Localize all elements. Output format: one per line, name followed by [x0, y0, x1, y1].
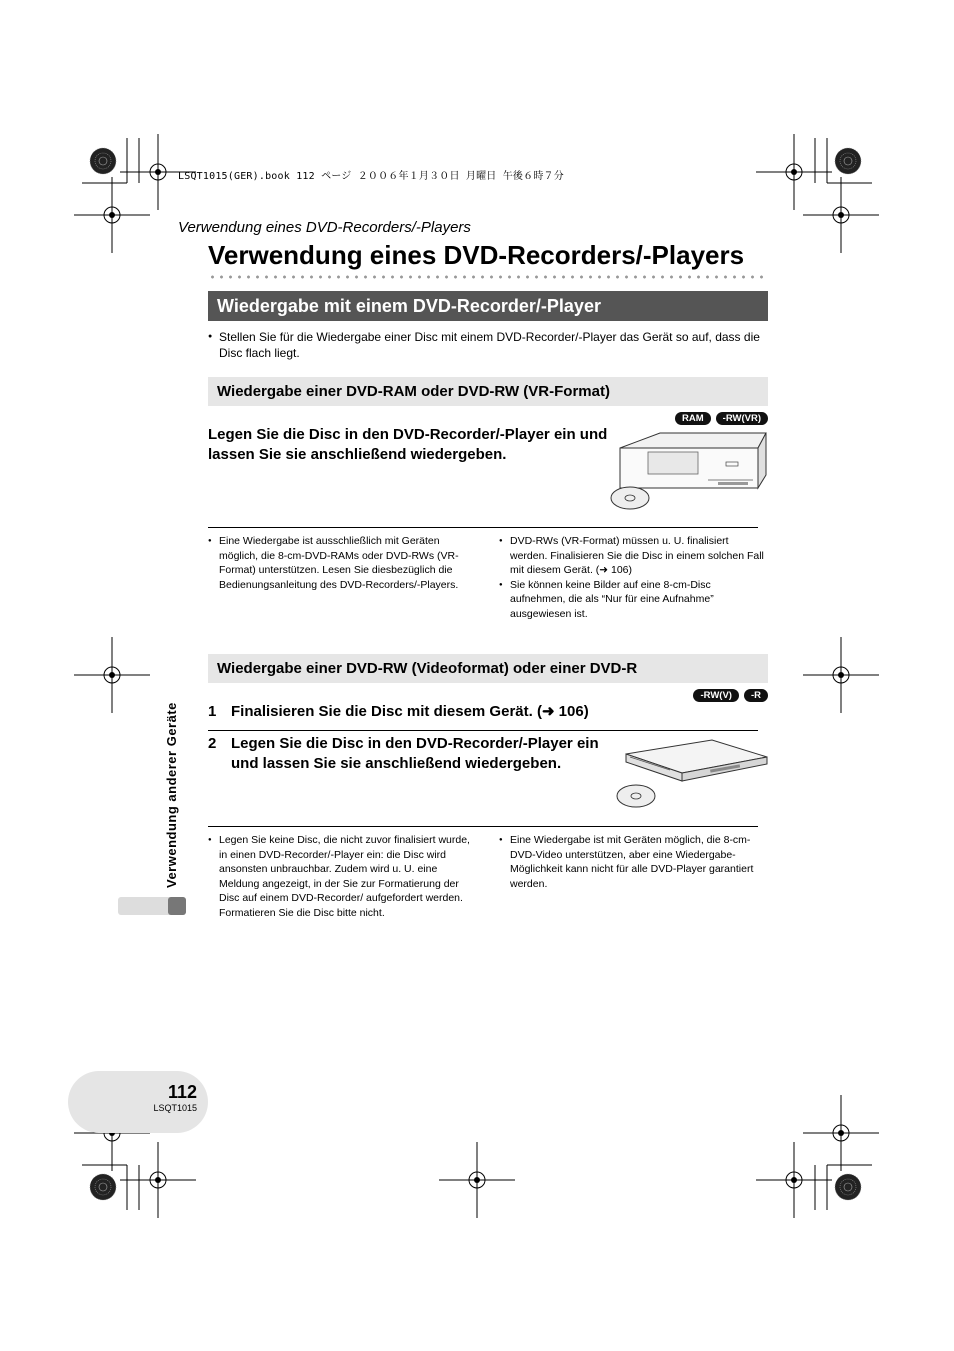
note-item: ● Eine Wiedergabe ist mit Geräten möglich, die 8-cm-DVD-Video unterstützen, aber eine Wiedergabe-Möglichkeit kann nicht für alle DVD-Player garantiert werden.	[499, 833, 767, 891]
chapter-tab-marker	[168, 897, 186, 915]
notes-left-2	[208, 833, 476, 920]
step-text: Finalisieren Sie die Disc mit diesem Gerät. (➜ 106)	[231, 703, 589, 720]
print-info: LSQT1015(GER).book 112 ページ ２００６年１月３０日 月曜日 午後６時７分	[178, 171, 564, 182]
intro-note	[208, 329, 768, 361]
step-text: Legen Sie die Disc in den DVD-Recorder/-Player ein und lassen Sie sie anschließend wiedergeben.	[231, 735, 599, 772]
disc-badges-1	[675, 412, 768, 425]
badge-ram: RAM	[675, 412, 711, 425]
step-2	[208, 734, 608, 773]
notes-right-2	[499, 833, 767, 891]
step-1	[208, 702, 758, 722]
step-divider	[208, 730, 758, 731]
note-item: ● DVD-RWs (VR-Format) müssen u. U. finalisiert werden. Finalisieren Sie die Disc in einem solchen Fall mit diesem Gerät. (➜ 106)	[499, 534, 767, 578]
page-number: 112	[167, 1082, 197, 1102]
step-number: 1	[208, 703, 217, 720]
badge-rw-v: -RW(V)	[693, 689, 738, 702]
notes-left-1	[208, 534, 476, 592]
dotted-rule	[208, 275, 768, 279]
intro-text: ● Stellen Sie für die Wiedergabe einer Disc mit einem DVD-Recorder/-Player das Gerät so auf, dass die Disc flach liegt.	[208, 329, 768, 361]
note-item: ● Sie können keine Bilder auf eine 8-cm-Disc aufnehmen, die als “Nur für eine Aufnahme” ausgewiesen ist.	[499, 578, 767, 622]
note-item: ● Eine Wiedergabe ist ausschließlich mit Geräten möglich, die 8-cm-DVD-RAMs oder DVD-RWs (VR-Format) unterstützen. Lesen Sie diesbezüglich die Bedienungsanleitung des DVD-Recorders/-Players.	[208, 534, 476, 592]
subsection-heading-1: Wiedergabe einer DVD-RAM oder DVD-RW (VR-Format)	[208, 377, 768, 406]
page-title: Verwendung eines DVD-Recorders/-Players	[208, 240, 745, 270]
badge-r: -R	[744, 689, 768, 702]
section-heading: Wiedergabe mit einem DVD-Recorder/-Player	[208, 291, 768, 321]
side-chapter-label: Verwendung anderer Geräte	[164, 702, 179, 888]
step-number: 2	[208, 735, 217, 752]
notes-right-1	[499, 534, 767, 621]
note-item: ● Legen Sie keine Disc, die nicht zuvor finalisiert wurde, in einen DVD-Recorder/-Player ein: die Disc wird ansonsten unbrauchbar. Zudem wird u. U. eine Meldung angezeigt, in der Sie zur Formatierung der Disc auf einem DVD-Recorder/ aufgefordert werden. Formatieren Sie die Disc bitte nicht.	[208, 833, 476, 920]
page-code: LSQT1015	[153, 1103, 197, 1113]
dvd-player-illustration	[610, 737, 770, 812]
dvd-recorder-illustration	[608, 430, 770, 515]
running-header: Verwendung eines DVD-Recorders/-Players	[178, 219, 471, 236]
notes-divider-1	[208, 527, 758, 528]
subsection-heading-2: Wiedergabe einer DVD-RW (Videoformat) oder einer DVD-R	[208, 654, 768, 683]
disc-badges-2	[693, 689, 768, 702]
badge-rw-vr: -RW(VR)	[716, 412, 768, 425]
notes-divider-2	[208, 826, 758, 827]
instruction-1: Legen Sie die Disc in den DVD-Recorder/-Player ein und lassen Sie sie anschließend wiedergeben.	[208, 426, 608, 463]
